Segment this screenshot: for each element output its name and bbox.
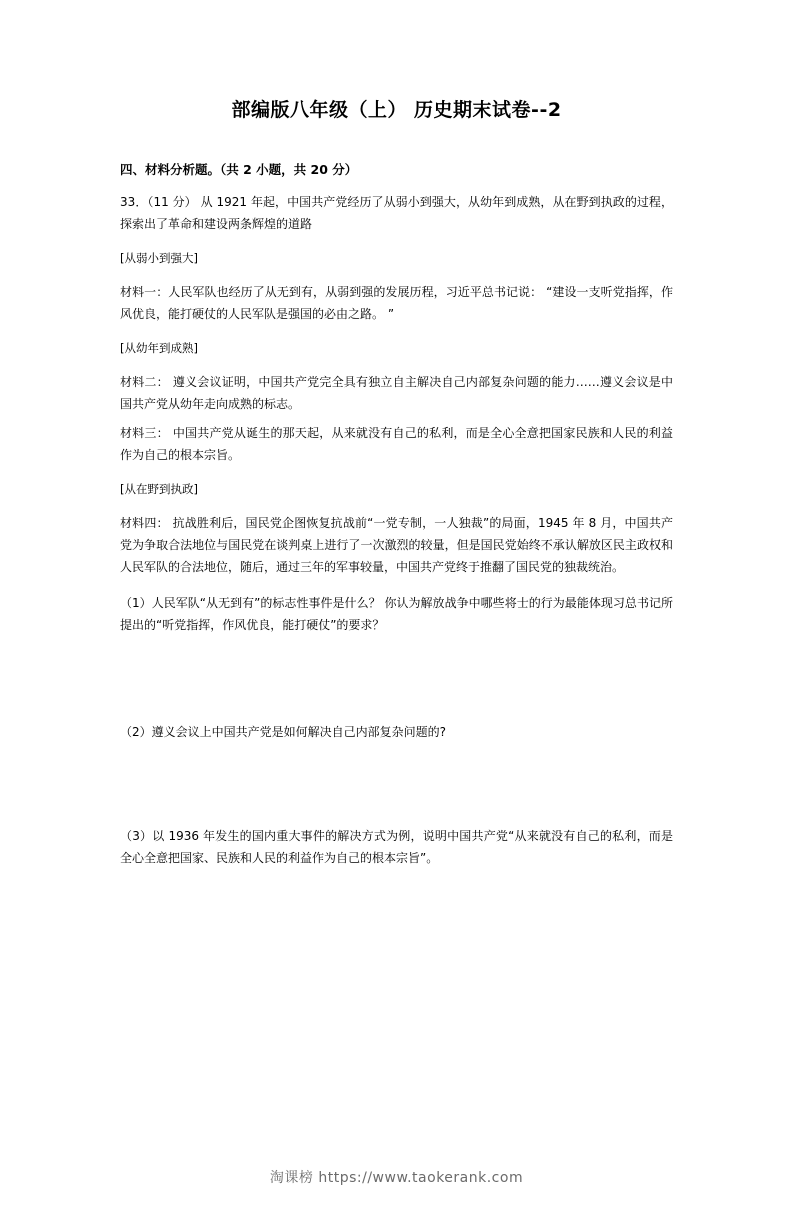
material-three: 材料三： 中国共产党从诞生的那天起，从来就没有自己的私利，而是全心全意把国家民族和人民的利益作为自己的根本宗旨。 — [120, 425, 673, 462]
sub-question-1: （1）人民军队“从无到有”的标志性事件是什么？ 你认为解放战争中哪些将士的行为最能体现习总书记所提出的“听党指挥，作风优良，能打硬仗”的要求？ — [120, 596, 673, 633]
material-one: 材料一：人民军队也经历了从无到有，从弱到强的发展历程，习近平总书记说： “建设一支听党指挥，作风优良，能打硬仗的人民军队是强国的必由之路。 ” — [120, 285, 673, 322]
footer-watermark: 淘课榜 https://www.taokerank.com — [269, 1170, 524, 1186]
material-four: 材料四： 抗战胜利后，国民党企图恢复抗战前“一党专制，一人独裁”的局面，1945 年 8 月，中国共产党为争取合法地位与国民党在谈判桌上进行了一次激烈的较量，但是国民党始终不承认解放区民主政权和人民军队的合法地位，随后，通过三年的军事较量，中国共产党终于推翻了国民党的独裁统治。 — [120, 515, 673, 574]
tag-young-to-mature: [从幼年到成熟] — [120, 341, 198, 356]
tag-opposition-to-ruling: [从在野到执政] — [120, 481, 198, 496]
section-heading: 四、材料分析题。（共 2 小题，共 20 分） — [120, 162, 358, 177]
document-page — [0, 95, 793, 1217]
answer-space-2 — [120, 743, 673, 825]
material-two: 材料二： 遵义会议证明，中国共产党完全具有独立自主解决自己内部复杂问题的能力……遵义会议是中国共产党从幼年走向成熟的标志。 — [120, 375, 673, 412]
answer-space-1 — [120, 637, 673, 721]
page-title: 部编版八年级（上） 历史期末试卷--2 — [231, 99, 562, 121]
sub-question-3: （3）以 1936 年发生的国内重大事件的解决方式为例，说明中国共产党“从来就没有自己的私利，而是全心全意把国家、民族和人民的利益作为自己的根本宗旨”。 — [120, 828, 673, 865]
sub-question-2: （2）遵义会议上中国共产党是如何解决自己内部复杂问题的? — [120, 724, 447, 739]
question-stem: 33．（11 分） 从 1921 年起，中国共产党经历了从弱小到强大，从幼年到成熟，从在野到执政的过程，探索出了革命和建设两条辉煌的道路 — [120, 195, 673, 232]
tag-weak-to-strong: [从弱小到强大] — [120, 251, 198, 266]
